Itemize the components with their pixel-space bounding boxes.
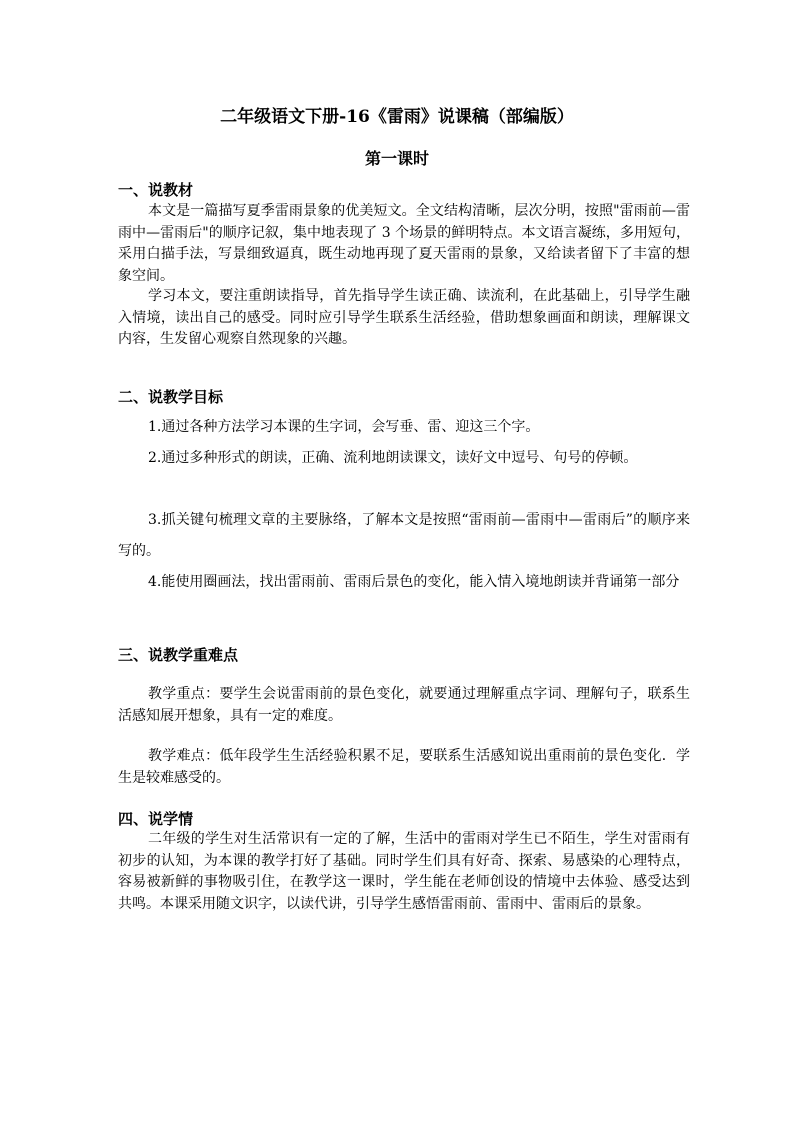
difficulty-paragraph: 教学难点：低年段学生生活经验积累不足，要联系生活感知说出重雨前的景色变化．学生是较难感受的。: [118, 748, 690, 786]
section-heading-students: 四、说学情: [118, 810, 194, 828]
objective-3: 3.抓关键句梳理文章的主要脉络，了解本文是按照“雷雨前—雷雨中—雷雨后”的顺序来写的。: [118, 512, 690, 559]
textbook-paragraph-2: 学习本文，要注重朗读指导，首先指导学生读正确、读流利，在此基础上，引导学生融入情境，读出自己的感受。同时应引导学生联系生活经验，借助想象画面和朗读，理解课文内容，生发留心观察自然现象的兴趣。: [118, 288, 690, 347]
section-heading-textbook: 一、说教材: [118, 181, 194, 199]
objective-4: 4.能使用圈画法，找出雷雨前、雷雨后景色的变化，能入情入境地朗读并背诵第一部分: [148, 574, 680, 590]
section-heading-objectives: 二、说教学目标: [118, 388, 224, 406]
lesson-subtitle: 第一课时: [364, 149, 429, 168]
document-title: 二年级语文下册-16《雷雨》说课稿（部编版）: [220, 107, 574, 127]
textbook-paragraph-1: 本文是一篇描写夏季雷雨景象的优美短文。全文结构清晰，层次分明，按照"雷雨前—雷雨中—雷雨后"的顺序记叙，集中地表现了 3 个场景的鲜明特点。本文语言凝练，多用短句，采用白描手法，写景细致逼真，既生动地再现了夏天雷雨的景象，又给读者留下了丰富的想象空间。: [118, 203, 690, 284]
students-paragraph: 二年级的学生对生活常识有一定的了解，生活中的雷雨对学生已不陌生，学生对雷雨有初步的认知，为本课的教学打好了基础。同时学生们具有好奇、探索、易感染的心理特点，容易被新鲜的事物吸引住，在教学这一课时，学生能在老师创设的情境中去体验、感受达到共鸣。本课采用随文识字，以读代讲，引导学生感悟雷雨前、雷雨中、雷雨后的景象。: [118, 831, 690, 912]
objective-2: 2.通过多种形式的朗读，正确、流利地朗读课文，读好文中逗号、句号的停顿。: [148, 450, 638, 466]
key-point-paragraph: 教学重点：要学生会说雷雨前的景色变化，就要通过理解重点字词、理解句子，联系生活感知展开想象，具有一定的难度。: [118, 686, 690, 724]
section-heading-key-points: 三、说教学重难点: [118, 646, 239, 664]
objective-1: 1.通过各种方法学习本课的生字词，会写垂、雷、迎这三个字。: [148, 419, 540, 435]
